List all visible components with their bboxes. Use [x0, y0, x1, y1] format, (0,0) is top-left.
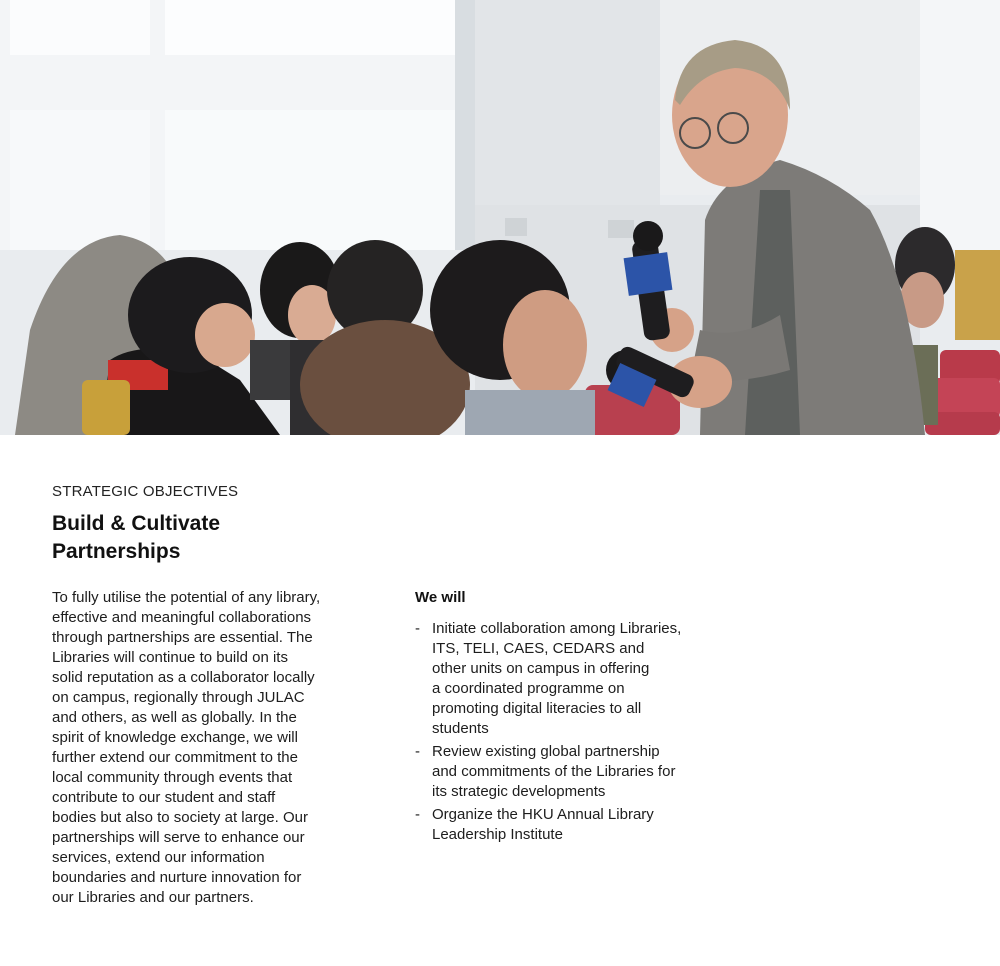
intro-paragraph: [52, 588, 352, 908]
body-line: spirit of knowledge exchange, we will: [52, 729, 298, 746]
body-line: solid reputation as a collaborator locally: [52, 669, 315, 686]
body-line: boundaries and nurture innovation for: [52, 869, 302, 886]
list-item-line: Organize the HKU Annual Library: [432, 806, 654, 823]
list-item-line: its strategic developments: [432, 783, 606, 800]
bullet-dash: -: [415, 743, 420, 760]
page-title: [52, 510, 220, 566]
bullet-dash: -: [415, 620, 420, 637]
list-item: [415, 619, 681, 739]
body-line: local community through events that: [52, 769, 293, 786]
list-item-line: promoting digital literacies to all: [432, 700, 642, 717]
list-item-line: Review existing global partnership: [432, 743, 660, 760]
body-line: effective and meaningful collaborations: [52, 609, 312, 626]
body-line: partnerships will serve to enhance our: [52, 829, 305, 846]
bullet-dash: -: [415, 806, 420, 823]
body-line: our Libraries and our partners.: [52, 889, 254, 906]
body-line: on campus, regionally through JULAC: [52, 689, 305, 706]
hero-photo: [0, 0, 1000, 435]
section-eyebrow: STRATEGIC OBJECTIVES: [52, 483, 239, 500]
list-item-line: a coordinated programme on: [432, 680, 625, 697]
we-will-heading: We will: [415, 589, 466, 606]
title-line: Build & Cultivate: [52, 512, 221, 535]
body-line: bodies but also to society at large. Our: [52, 809, 308, 826]
body-line: through partnerships are essential. The: [52, 629, 313, 646]
body-line: Libraries will continue to build on its: [52, 649, 288, 666]
body-line: services, extend our information: [52, 849, 265, 866]
list-item-line: Leadership Institute: [432, 826, 563, 843]
body-line: contribute to our student and staff: [52, 789, 276, 806]
list-item-line: other units on campus in offering: [432, 660, 650, 677]
list-item-line: Initiate collaboration among Libraries,: [432, 620, 682, 637]
list-item-line: and commitments of the Libraries for: [432, 763, 676, 780]
list-item: [415, 742, 681, 802]
body-line: and others, as well as globally. In the: [52, 709, 297, 726]
list-item-line: ITS, TELI, CAES, CEDARS and: [432, 640, 645, 657]
list-item: [415, 805, 681, 845]
seminar-photo-illustration: [0, 0, 1000, 435]
objectives-list: [415, 619, 681, 848]
body-line: further extend our commitment to the: [52, 749, 298, 766]
list-item-line: students: [432, 720, 489, 737]
body-line: To fully utilise the potential of any library,: [52, 589, 321, 606]
title-line: Partnerships: [52, 540, 181, 563]
